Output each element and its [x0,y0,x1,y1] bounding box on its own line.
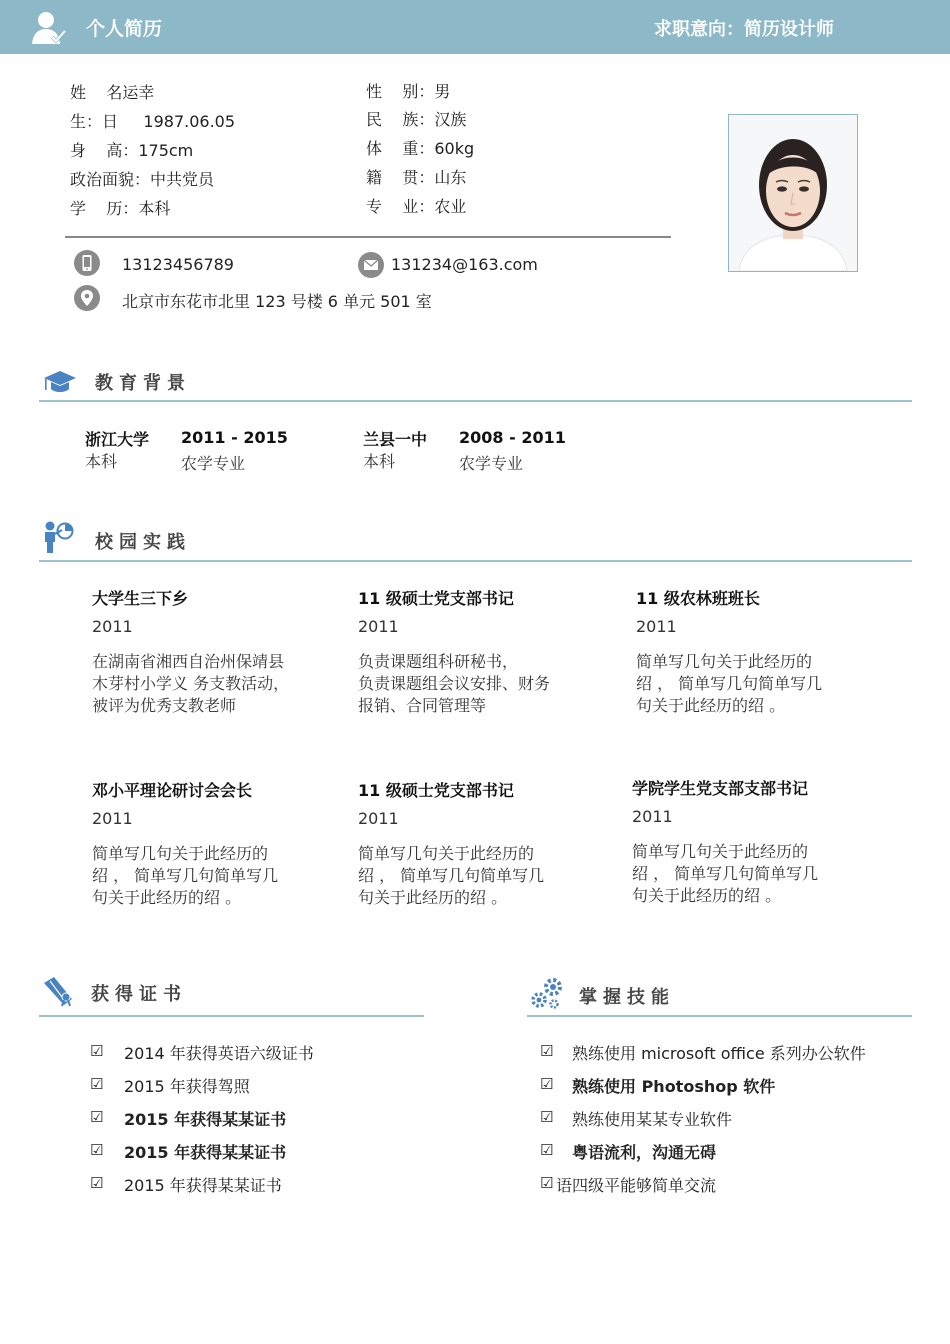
header-bar [0,0,950,54]
resume-title: 个人简历 [86,18,163,40]
practice-line: 负责课题组会议安排、财务 [358,674,551,693]
skill-item: 语四级平能够简单交流 [556,1176,717,1195]
skill-item: 熟练使用某某专业软件 [572,1110,733,1129]
info-weight: 体 重：60kg [366,139,475,158]
practice-year: 2011 [358,617,399,636]
info-birth: 生：日 1987.06.05 [70,112,236,131]
skill-item: 熟练使用 Photoshop 软件 [572,1077,776,1096]
phone-icon [74,250,100,276]
info-ethnicity: 民 族：汉族 [366,110,467,129]
edu-years: 2008 - 2011 [459,428,566,447]
practice-title: 邓小平理论研讨会会长 [92,781,253,800]
info-gender: 性 别：男 [366,82,451,101]
certs-rule [39,1015,424,1017]
cert-item: 2015 年获得驾照 [124,1077,250,1096]
cert-item: 2015 年获得某某证书 [124,1176,282,1195]
edu-major: 农学专业 [181,454,246,473]
checkbox-icon: ☑ [90,1042,104,1060]
info-name: 姓 名运幸 [70,83,155,102]
checkbox-icon: ☑ [90,1075,104,1093]
email-icon [358,252,384,278]
practice-line: 简单写几句关于此经历的 [358,844,535,863]
cert-item: 2015 年获得某某证书 [124,1143,287,1162]
info-origin: 籍 贯：山东 [366,168,467,187]
edu-degree: 本科 [363,452,396,471]
practice-line: 简单写几句关于此经历的 [636,652,813,671]
practice-title: 学院学生党支部支部书记 [632,779,809,798]
section-title-skills: 掌握技能 [579,987,675,1008]
edu-school: 浙江大学 [85,430,150,449]
practice-title: 11 级硕士党支部书记 [358,781,514,800]
skill-item: 粤语流利，沟通无碍 [572,1143,717,1162]
section-title-certs: 获得证书 [91,984,187,1005]
practice-line: 绍 ， 简单写几句简单写几 [636,674,823,693]
practice-year: 2011 [632,807,673,826]
skill-item: 熟练使用 microsoft office 系列办公软件 [572,1044,866,1063]
home-address: 北京市东花市北里 123 号楼 6 单元 501 室 [122,292,432,311]
email-address[interactable]: 131234@163.com [391,255,538,274]
checkbox-icon: ☑ [540,1141,554,1159]
gears-icon [529,976,565,1010]
edu-major: 农学专业 [459,454,524,473]
edu-years: 2011 - 2015 [181,428,288,447]
practice-year: 2011 [358,809,399,828]
practice-line: 被评为优秀支教老师 [92,696,237,715]
job-intent: 求职意向：简历设计师 [654,19,834,40]
practice-line: 木芽村小学义 务支教活动， [92,674,290,693]
practice-line: 句关于此经历的绍 。 [636,696,786,715]
practice-title: 大学生三下乡 [92,589,189,608]
practice-year: 2011 [636,617,677,636]
practice-line: 报销、合同管理等 [358,696,487,715]
practice-line: 绍 ， 简单写几句简单写几 [358,866,545,885]
certificate-icon [42,975,76,1007]
practice-line: 句关于此经历的绍 。 [92,888,242,907]
phone-number[interactable]: 13123456789 [122,255,234,274]
practice-line: 绍 ， 简单写几句简单写几 [92,866,279,885]
profile-photo [728,114,858,272]
info-height: 身 高：175cm [70,141,194,160]
checkbox-icon: ☑ [90,1141,104,1159]
practice-line: 绍 ， 简单写几句简单写几 [632,864,819,883]
practice-line: 负责课题组科研秘书， [358,652,519,671]
section-title-education: 教育背景 [95,373,191,394]
practice-title: 11 级农林班班长 [636,589,760,608]
checkbox-icon: ☑ [540,1042,554,1060]
checkbox-icon: ☑ [90,1108,104,1126]
practice-rule [39,560,912,562]
presenter-icon [42,520,74,554]
checkbox-icon: ☑ [90,1174,104,1192]
practice-line: 简单写几句关于此经历的 [92,844,269,863]
practice-title: 11 级硕士党支部书记 [358,589,514,608]
practice-line: 句关于此经历的绍 。 [358,888,508,907]
checkbox-icon: ☑ [540,1108,554,1126]
location-icon [74,285,100,311]
cert-item: 2015 年获得某某证书 [124,1110,287,1129]
practice-line: 在湖南省湘西自治州保靖县 [92,652,285,671]
info-divider [65,236,671,238]
edu-degree: 本科 [85,452,118,471]
info-politics: 政治面貌：中共党员 [70,170,215,189]
practice-line: 简单写几句关于此经历的 [632,842,809,861]
skills-rule [527,1015,912,1017]
portrait-image [729,115,857,271]
practice-year: 2011 [92,809,133,828]
info-major: 专 业：农业 [366,197,467,216]
edu-school: 兰县一中 [363,430,428,449]
practice-year: 2011 [92,617,133,636]
education-rule [39,400,912,402]
graduation-cap-icon [43,368,77,396]
practice-line: 句关于此经历的绍 。 [632,886,782,905]
person-check-icon [30,10,70,46]
section-title-practice: 校园实践 [95,532,191,553]
checkbox-icon: ☑ [540,1075,554,1093]
cert-item: 2014 年获得英语六级证书 [124,1044,314,1063]
info-education: 学 历：本科 [70,199,171,218]
checkbox-icon: ☑ [540,1174,554,1192]
